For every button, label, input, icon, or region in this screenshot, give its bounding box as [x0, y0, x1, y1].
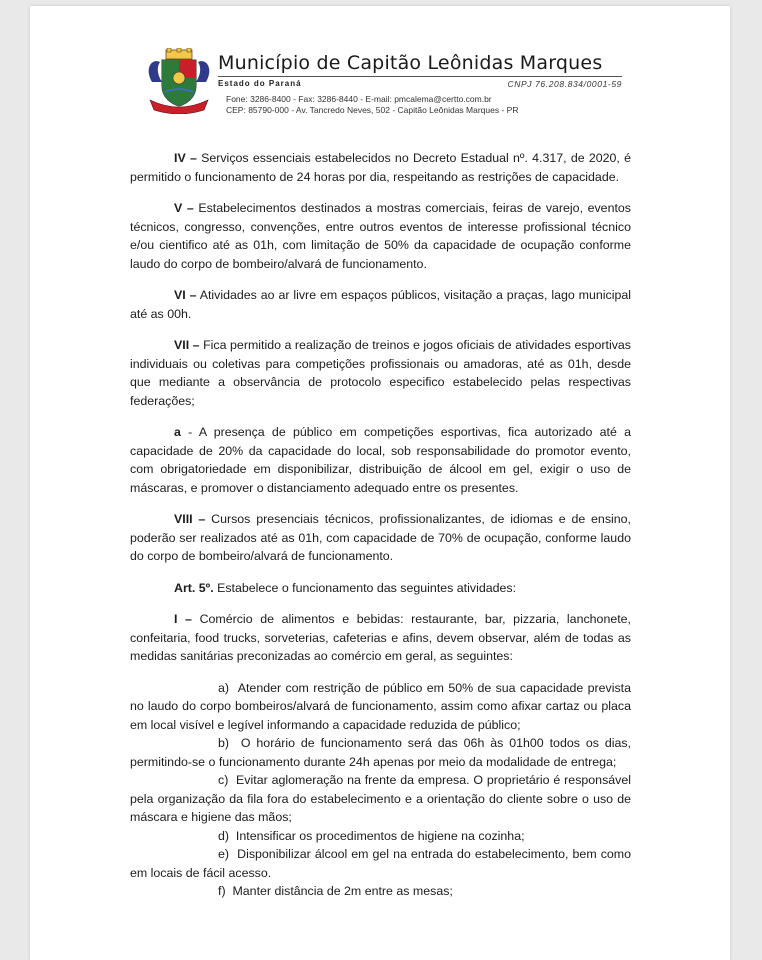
paragraph-vi — [130, 286, 631, 323]
list-item-a — [130, 679, 631, 735]
paragraph-label: V – — [174, 201, 194, 215]
paragraph-text: Comércio de alimentos e bebidas: restaurante, bar, pizzaria, lanchonete, confeitaria, food trucks, sorveterias, cafeterias e afins, devem observar, além de todas as medidas sanitárias preconizadas ao comércio em geral, as seguintes: — [130, 612, 632, 663]
paragraph-label: a — [174, 425, 181, 439]
paragraph-text: Serviços essenciais estabelecidos no Decreto Estadual nº. 4.317, de 2020, é permitido o funcionamento de 24 horas por dia, respeitando as restrições de capacidade. — [130, 151, 631, 184]
list-item-label: c) — [218, 773, 229, 787]
paragraph-label: I – — [174, 612, 192, 626]
paragraph-label: VIII – — [174, 512, 206, 526]
paragraph-text: Cursos presenciais técnicos, profissionalizantes, de idiomas e de ensino, poderão ser realizados até as 01h, com capacidade de 70% de ocupação, conforme laudo do corpo de bombeiro/alvará de funcionamento. — [130, 512, 631, 563]
list-item-text: Disponibilizar álcool em gel na entrada do estabelecimento, bem como em locais de fácil acesso. — [130, 847, 631, 880]
list-item-text: Evitar aglomeração na frente da empresa. O proprietário é responsável pela organização da fila fora do estabelecimento e a orientação do cliente sobre o uso de máscara e higiene das mãos; — [130, 773, 631, 824]
contact-phone-line: Fone: 3286-8400 - Fax: 3286-8440 - E-mail: pmcalema@certto.com.br — [226, 94, 492, 104]
list-item-c — [130, 771, 631, 827]
list-item-text: Intensificar os procedimentos de higiene na cozinha; — [235, 828, 525, 843]
list-item-label: d) — [218, 828, 230, 843]
paragraph-viii — [130, 510, 631, 566]
paragraph-label: VII – — [174, 338, 200, 352]
list-item-b — [130, 734, 631, 771]
municipality-title: Município de Capitão Leônidas Marques — [218, 52, 603, 74]
list-item-text: Manter distância de 2m entre as mesas; — [232, 884, 453, 898]
paragraph-label: Art. 5º. — [174, 580, 214, 595]
paragraph-label: VI – — [174, 288, 197, 302]
paragraph-label: IV – — [174, 151, 197, 165]
coat-of-arms-icon — [146, 48, 212, 114]
paragraph-text: Fica permitido a realização de treinos e jogos oficiais de atividades esportivas individuais ou coletivas para competições profissionais ou amadoras, até as 01h, desde que mediante a observância de protocolo especifico estabelecido pelas respectivas federações; — [130, 338, 631, 408]
list-item-label: e) — [218, 847, 230, 861]
list-item-e — [130, 845, 631, 882]
list-item-text: Atender com restrição de público em 50% de sua capacidade prevista no laudo do corpo bombeiros/alvará de funcionamento, assim como afixar cartaz ou placa em local visível e legível informando a capacidade reduzida de público; — [130, 680, 632, 732]
list-item-label: a) — [218, 680, 230, 695]
letterhead — [146, 48, 666, 128]
paragraph-iv — [130, 149, 631, 186]
list-item-label: b) — [218, 736, 230, 750]
paragraph-vii-a — [130, 423, 631, 497]
list-item-d — [130, 827, 631, 846]
list-item-label: f) — [218, 884, 226, 898]
paragraph-vii — [130, 336, 631, 410]
contact-info — [226, 94, 518, 115]
document-page — [30, 6, 730, 960]
paragraph-i — [130, 610, 631, 666]
paragraph-text: Estabelece o funcionamento das seguintes atividades: — [213, 580, 517, 595]
article-5-heading — [130, 579, 631, 598]
cnpj-number: CNPJ 76.208.834/0001-59 — [507, 79, 622, 89]
state-name: Estado do Paraná — [218, 79, 302, 88]
paragraph-text: - A presença de público em competições esportivas, fica autorizado até a capacidade de 20% da capacidade do local, sob responsabilidade do promotor evento, com obrigatoriedade em disponibilizar, distribuição de álcool em gel, exigir o uso de máscaras, e promover o distanciamento adequado entre os presentes. — [130, 425, 631, 495]
contact-address-line: CEP: 85790-000 - Av. Tancredo Neves, 502 - Capitão Leônidas Marques - PR — [226, 104, 519, 115]
paragraph-text: Atividades ao ar livre em espaços públicos, visitação a praças, lago municipal até as 00h. — [130, 288, 631, 321]
paragraph-v — [130, 199, 631, 273]
letterhead-rule — [218, 76, 622, 77]
list-item-text: O horário de funcionamento será das 06h às 01h00 todos os dias, permitindo-se o funcionamento durante 24h apenas por meio da modalidade de entrega; — [130, 736, 631, 769]
list-item-f — [130, 882, 631, 901]
document-body — [130, 149, 631, 901]
paragraph-text: Estabelecimentos destinados a mostras comerciais, feiras de varejo, eventos técnicos, congresso, convenções, entre outros eventos de interesse profissional técnico e/ou cientifico até as 01h, com limitação de 50% da capacidade de ocupação conforme laudo do corpo de bombeiro/alvará de funcionamento. — [130, 201, 631, 271]
